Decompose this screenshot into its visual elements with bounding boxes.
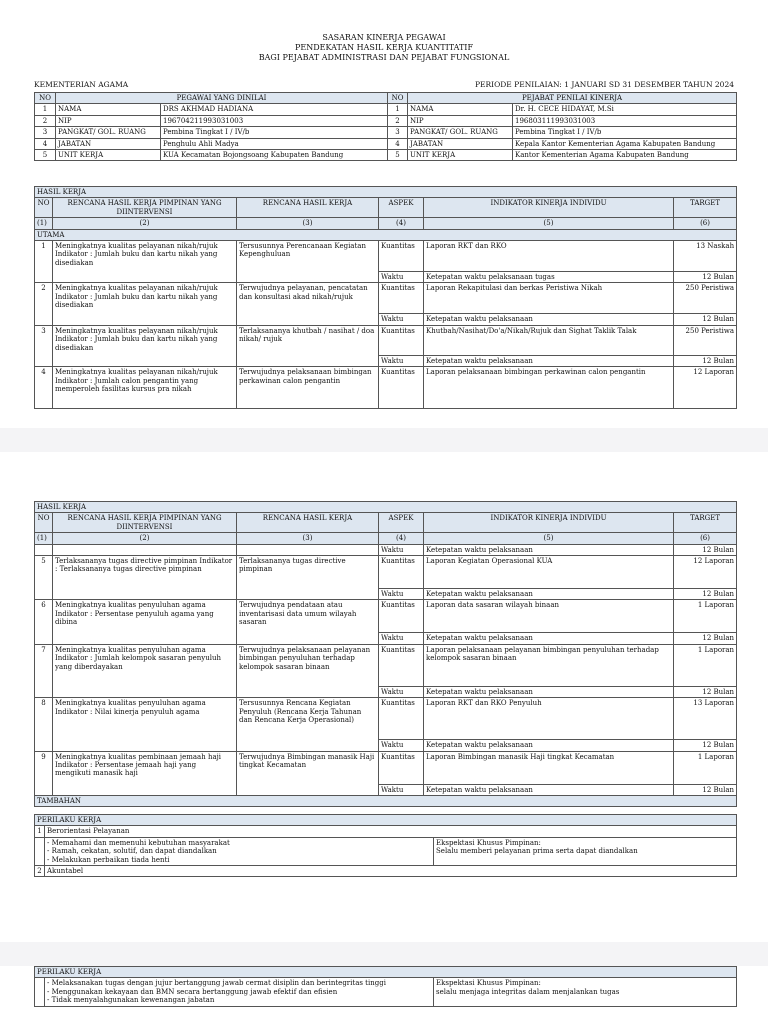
cell: 1 Laporan <box>674 600 737 633</box>
col-header: RENCANA HASIL KERJA <box>237 513 379 533</box>
cell: Ketepatan waktu pelaksanaan <box>424 589 674 600</box>
cell: 12 Laporan <box>674 367 737 409</box>
penilai-header: PEJABAT PENILAI KINERJA <box>408 93 737 104</box>
cell: Waktu <box>379 314 424 325</box>
cell: Terwujudnya pelaksanaan bimbingan perkawinan calon pengantin <box>237 367 379 409</box>
cell: 1 <box>35 241 53 283</box>
ekspektasi-label: Ekspektasi Khusus Pimpinan: <box>436 838 541 847</box>
cell: 250 Peristiwa <box>674 283 737 314</box>
cell <box>237 544 379 555</box>
cell: 12 Laporan <box>674 556 737 589</box>
cell: Meningkatnya kualitas penyuluhan agama Indikator : Nilai kinerja penyuluh agama <box>53 698 237 751</box>
cell: DRS AKHMAD HADIANA <box>161 104 388 115</box>
cell: 5 <box>35 556 53 600</box>
cell <box>35 837 45 865</box>
cell: Akuntabel <box>45 866 737 877</box>
cell: 4 <box>388 138 408 149</box>
cell: 2 <box>35 866 45 877</box>
cell: 3 <box>35 325 53 366</box>
cell: 12 Bulan <box>674 272 737 283</box>
cell: JABATAN <box>56 138 161 149</box>
table-row <box>35 556 737 589</box>
no-header: NO <box>35 93 56 104</box>
table-row <box>35 600 737 633</box>
ekspektasi-text: selalu menjaga integritas dalam menjalankan tugas <box>436 987 620 996</box>
cell: KUA Kecamatan Bojongsoang Kabupaten Bandung <box>161 150 388 161</box>
tambahan-label: TAMBAHAN <box>35 796 737 807</box>
cell: 5 <box>388 150 408 161</box>
cell: 13 Naskah <box>674 241 737 272</box>
table-row <box>35 698 737 740</box>
table-row <box>35 644 737 686</box>
cell: 1 Laporan <box>674 751 737 784</box>
meta-row <box>34 80 734 89</box>
cell: Terwujudnya pelaksanaan pelayanan bimbingan penyuluhan terhadap kelompok sasaran binaan <box>237 644 379 697</box>
cell: NAMA <box>56 104 161 115</box>
cell: Laporan pelaksanaan pelayanan bimbingan penyuluhan terhadap kelompok sasaran binaan <box>424 644 674 686</box>
doc-title-1: SASARAN KINERJA PEGAWAI <box>322 33 446 42</box>
cell <box>434 978 737 1006</box>
col-header: RENCANA HASIL KERJA PIMPINAN YANG DIINTERVENSI <box>53 513 237 533</box>
cell: Kuantitas <box>379 698 424 740</box>
section-title: PERILAKU KERJA <box>35 967 737 978</box>
cell: 12 Bulan <box>674 314 737 325</box>
cell: 196803111993031003 <box>513 115 737 126</box>
cell: 12 Bulan <box>674 589 737 600</box>
doc-title-3: BAGI PEJABAT ADMINISTRASI DAN PEJABAT FUNGSIONAL <box>258 53 510 62</box>
page-1 <box>0 0 768 428</box>
cell: NIP <box>56 115 161 126</box>
table-row <box>35 283 737 314</box>
cell: Pembina Tingkat I / IV/b <box>513 127 737 138</box>
cell: 4 <box>35 138 56 149</box>
cell: Ketepatan waktu pelaksanaan <box>424 355 674 366</box>
col-header: TARGET <box>674 513 737 533</box>
col-num: (3) <box>237 218 379 229</box>
cell: 1 <box>35 104 56 115</box>
cell: UNIT KERJA <box>408 150 513 161</box>
cell: Ketepatan waktu pelaksanaan <box>424 314 674 325</box>
cell: Ketepatan waktu pelaksanaan <box>424 784 674 795</box>
cell: Terwujudnya pelayanan, pencatatan dan konsultasi akad nikah/rujuk <box>237 283 379 325</box>
col-num: (6) <box>674 533 737 544</box>
cell <box>53 544 237 555</box>
cell: Ketepatan waktu pelaksanaan tugas <box>424 272 674 283</box>
cell <box>434 837 737 865</box>
col-header: RENCANA HASIL KERJA PIMPINAN YANG DIINTERVENSI <box>53 198 237 218</box>
pegawai-header: PEGAWAI YANG DINILAI <box>56 93 388 104</box>
cell: Meningkatnya kualitas pelayanan nikah/rujuk Indikator : Jumlah buku dan kartu nikah yang disediakan <box>53 283 237 325</box>
col-header: NO <box>35 198 53 218</box>
cell: Laporan RKT dan RKO <box>424 241 674 272</box>
periode: PERIODE PENILAIAN: 1 JANUARI SD 31 DESEMBER TAHUN 2024 <box>475 80 734 89</box>
no-header: NO <box>388 93 408 104</box>
col-num: (3) <box>237 533 379 544</box>
cell: PANGKAT/ GOL. RUANG <box>408 127 513 138</box>
cell: 8 <box>35 698 53 751</box>
col-num: (5) <box>424 218 674 229</box>
cell: Ketepatan waktu pelaksanaan <box>424 633 674 644</box>
cell <box>35 544 53 555</box>
cell: Ketepatan waktu pelaksanaan <box>424 740 674 751</box>
cell: 5 <box>35 150 56 161</box>
col-header: INDIKATOR KINERJA INDIVIDU <box>424 513 674 533</box>
cell: 13 Laporan <box>674 698 737 740</box>
cell: 196704211993031003 <box>161 115 388 126</box>
cell: Kuantitas <box>379 644 424 686</box>
cell: Laporan Bimbingan manasik Haji tingkat Kecamatan <box>424 751 674 784</box>
table-row <box>35 837 737 865</box>
cell: Tersusunnya Perencanaan Kegiatan Kepenghuluan <box>237 241 379 283</box>
col-header: ASPEK <box>379 513 424 533</box>
cell: Meningkatnya kualitas pelayanan nikah/rujuk Indikator : Jumlah buku dan kartu nikah yang disediakan <box>53 325 237 366</box>
cell: 2 <box>35 115 56 126</box>
section-title: HASIL KERJA <box>35 187 737 198</box>
cell: Waktu <box>379 633 424 644</box>
cell: Laporan data sasaran wilayah binaan <box>424 600 674 633</box>
col-header: ASPEK <box>379 198 424 218</box>
cell: Laporan Kegiatan Operasional KUA <box>424 556 674 589</box>
document-header <box>0 33 768 63</box>
ekspektasi-text: Selalu memberi pelayanan prima serta dapat diandalkan <box>436 847 638 856</box>
cell: Meningkatnya kualitas pelayanan nikah/rujuk Indikator : Jumlah buku dan kartu nikah yang disediakan <box>53 241 237 283</box>
cell: Waktu <box>379 784 424 795</box>
cell: Tersusunnya Rencana Kegiatan Penyuluh (Rencana Kerja Tahunan dan Rencana Kerja Operasional) <box>237 698 379 751</box>
cell: Khutbah/Nasihat/Do'a/Nikah/Rujuk dan Sighat Taklik Talak <box>424 325 674 355</box>
col-num: (5) <box>424 533 674 544</box>
cell: Waktu <box>379 740 424 751</box>
col-num: (2) <box>53 533 237 544</box>
section-title: HASIL KERJA <box>35 502 737 513</box>
cell: Kuantitas <box>379 325 424 355</box>
cell: Terwujudnya pendataan atau inventarisasi data umum wilayah sasaran <box>237 600 379 644</box>
table-row <box>35 544 737 555</box>
cell: UNIT KERJA <box>56 150 161 161</box>
doc-title-2: PENDEKATAN HASIL KERJA KUANTITATIF <box>294 43 474 52</box>
cell <box>35 978 45 1006</box>
cell: PANGKAT/ GOL. RUANG <box>56 127 161 138</box>
cell: 12 Bulan <box>674 633 737 644</box>
table-row <box>35 325 737 355</box>
col-num: (2) <box>53 218 237 229</box>
cell: 6 <box>35 600 53 644</box>
perilaku-table-2 <box>34 966 737 1007</box>
cell: Meningkatnya kualitas penyuluhan agama Indikator : Persentase penyuluh agama yang dibina <box>53 600 237 644</box>
cell: Kuantitas <box>379 600 424 633</box>
col-num: (4) <box>379 218 424 229</box>
cell: NIP <box>408 115 513 126</box>
cell: Berorientasi Pelayanan <box>45 826 737 837</box>
cell: Meningkatnya kualitas pembinaan jemaah haji Indikator : Persentase jemaah haji yang mengikuti manasik haji <box>53 751 237 795</box>
cell: Terlaksananya tugas directive pimpinan Indikator : Terlaksananya tugas directive pimpinan <box>53 556 237 600</box>
identity-row <box>35 138 737 149</box>
cell: Waktu <box>379 544 424 555</box>
cell: 12 Bulan <box>674 740 737 751</box>
cell: 4 <box>35 367 53 409</box>
section-title: PERILAKU KERJA <box>35 815 737 826</box>
cell: Terwujudnya Bimbingan manasik Haji tingkat Kecamatan <box>237 751 379 795</box>
cell: Dr. H. CECE HIDAYAT, M.Si <box>513 104 737 115</box>
cell: 12 Bulan <box>674 355 737 366</box>
cell: Kuantitas <box>379 283 424 314</box>
cell: Terlaksananya khutbah / nasihat / doa nikah/ rujuk <box>237 325 379 366</box>
cell: Waktu <box>379 355 424 366</box>
cell: Ketepatan waktu pelaksanaan <box>424 544 674 555</box>
cell: Terlaksananya tugas directive pimpinan <box>237 556 379 600</box>
cell: Kuantitas <box>379 751 424 784</box>
cell: - Memahami dan memenuhi kebutuhan masyarakat - Ramah, cekatan, solutif, dan dapat diandalkan - Melakukan perbaikan tiada henti <box>45 837 434 865</box>
identity-row <box>35 127 737 138</box>
col-header: NO <box>35 513 53 533</box>
cell: Kuantitas <box>379 241 424 272</box>
page-2 <box>0 452 768 942</box>
instansi: KEMENTERIAN AGAMA <box>34 80 129 89</box>
cell: NAMA <box>408 104 513 115</box>
cell: 1 <box>35 826 45 837</box>
cell: Kuantitas <box>379 556 424 589</box>
identity-row <box>35 104 737 115</box>
table-row <box>35 751 737 784</box>
cell: Meningkatnya kualitas pelayanan nikah/rujuk Indikator : Jumlah calon pengantin yang memperoleh fasilitas kursus pra nikah <box>53 367 237 409</box>
cell: Waktu <box>379 272 424 283</box>
cell: 1 Laporan <box>674 644 737 686</box>
cell: 250 Peristiwa <box>674 325 737 355</box>
hasil-kerja-table-1 <box>34 186 737 409</box>
col-num: (1) <box>35 218 53 229</box>
cell: Waktu <box>379 589 424 600</box>
cell: 2 <box>388 115 408 126</box>
table-row <box>35 826 737 837</box>
cell: Kantor Kementerian Agama Kabupaten Bandung <box>513 150 737 161</box>
cell: Laporan pelaksanaan bimbingan perkawinan calon pengantin <box>424 367 674 409</box>
page-3 <box>0 966 768 1024</box>
identity-table <box>34 92 737 161</box>
cell: Laporan RKT dan RKO Penyuluh <box>424 698 674 740</box>
col-header: RENCANA HASIL KERJA <box>237 198 379 218</box>
perilaku-table-1 <box>34 814 737 877</box>
cell: 1 <box>388 104 408 115</box>
table-row <box>35 367 737 409</box>
cell: 3 <box>388 127 408 138</box>
cell: Kepala Kantor Kementerian Agama Kabupaten Bandung <box>513 138 737 149</box>
cell: 2 <box>35 283 53 325</box>
col-num: (1) <box>35 533 53 544</box>
utama-label: UTAMA <box>35 229 737 240</box>
cell: - Melaksanakan tugas dengan jujur bertanggung jawab cermat disiplin dan berintegritas tinggi - Menggunakan kekayaan dan BMN secara bertanggung jawab efektif dan efisien - Tidak menyalahgunakan kewenangan jabatan <box>45 978 434 1006</box>
table-row <box>35 978 737 1006</box>
cell: Waktu <box>379 686 424 697</box>
ekspektasi-label: Ekspektasi Khusus Pimpinan: <box>436 979 541 988</box>
identity-row <box>35 115 737 126</box>
cell: 12 Bulan <box>674 686 737 697</box>
cell: Pembina Tingkat I / IV/b <box>161 127 388 138</box>
cell: Kuantitas <box>379 367 424 409</box>
cell: Laporan Rekapitulasi dan berkas Peristiwa Nikah <box>424 283 674 314</box>
cell: 7 <box>35 644 53 697</box>
cell: JABATAN <box>408 138 513 149</box>
table-row <box>35 241 737 272</box>
hasil-kerja-table-2 <box>34 501 737 807</box>
cell: Penghulu Ahli Madya <box>161 138 388 149</box>
cell: Meningkatnya kualitas penyuluhan agama Indikator : Jumlah kelompok sasaran penyuluh yang diberdayakan <box>53 644 237 697</box>
cell: 12 Bulan <box>674 784 737 795</box>
table-row <box>35 866 737 877</box>
col-header: TARGET <box>674 198 737 218</box>
cell: 12 Bulan <box>674 544 737 555</box>
cell: 3 <box>35 127 56 138</box>
col-header: INDIKATOR KINERJA INDIVIDU <box>424 198 674 218</box>
col-num: (6) <box>674 218 737 229</box>
identity-row <box>35 150 737 161</box>
col-num: (4) <box>379 533 424 544</box>
cell: 9 <box>35 751 53 795</box>
cell: Ketepatan waktu pelaksanaan <box>424 686 674 697</box>
